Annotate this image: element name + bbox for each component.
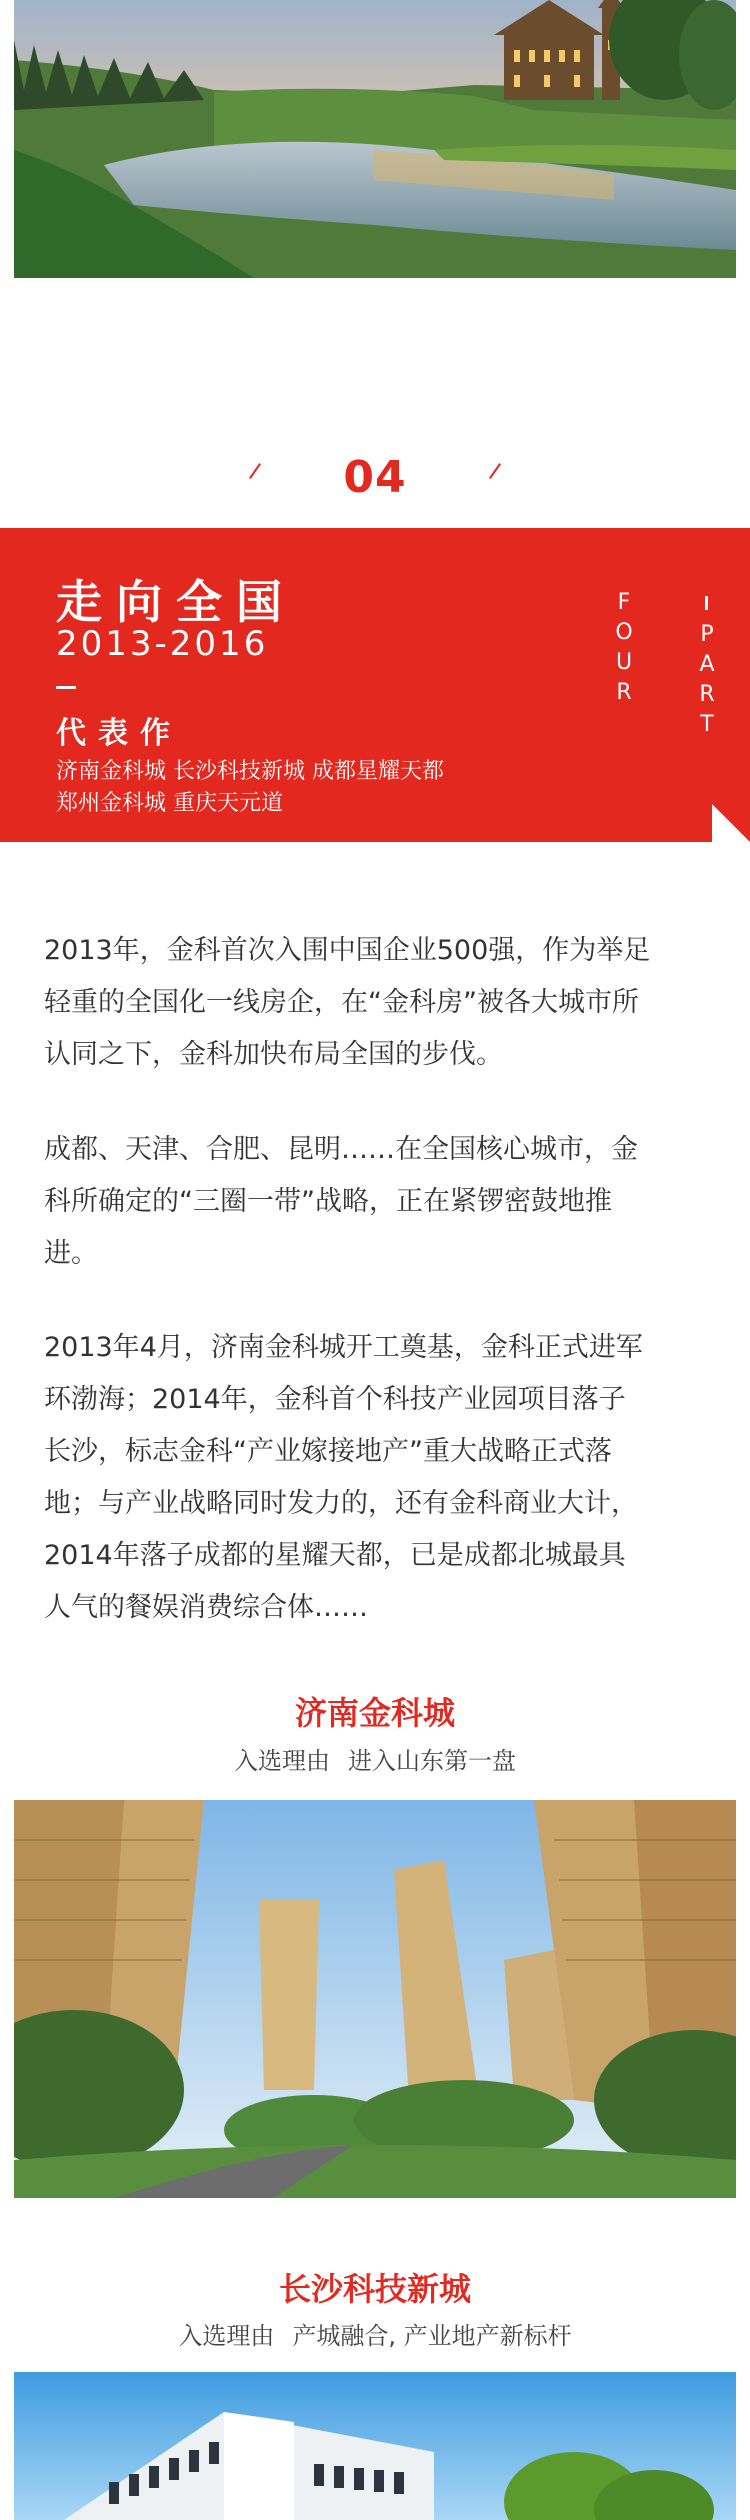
text-line: 认同之下，金科加快布局全国的步伐。 bbox=[44, 1039, 503, 1070]
paragraph-3 bbox=[44, 1322, 724, 1634]
text-line: 成都、天津、合肥、昆明……在全国核心城市，金 bbox=[44, 1134, 638, 1165]
banner-divider bbox=[56, 686, 76, 689]
text-line: 2014年落子成都的星耀天都，已是成都北城最具 bbox=[44, 1540, 626, 1571]
banner-title: 走向全国 bbox=[56, 575, 296, 629]
banner-rep-label: 代表作 bbox=[56, 716, 182, 751]
part-vertical-text bbox=[695, 620, 719, 740]
text-line: 地；与产业战略同时发力的，还有金科商业大计， bbox=[44, 1488, 638, 1519]
part-letter: R bbox=[699, 682, 715, 707]
banner-projects-line1: 济南金科城 长沙科技新城 成都星耀天都 bbox=[56, 759, 444, 784]
project-reason bbox=[0, 2316, 750, 2351]
project-reason bbox=[0, 1741, 750, 1776]
text-line: 人气的餐娱消费综合体…… bbox=[44, 1592, 368, 1623]
four-letter: U bbox=[615, 650, 633, 675]
text-line: 2013年，金科首次入围中国企业500强，作为举足 bbox=[44, 935, 651, 966]
castle-lake-photo bbox=[14, 0, 736, 278]
text-line: 环渤海；2014年，金科首个科技产业园项目落子 bbox=[44, 1384, 626, 1415]
page-fold-corner bbox=[712, 804, 750, 842]
part-tick bbox=[705, 596, 708, 610]
part-letter: P bbox=[700, 622, 714, 647]
reason-text: 进入山东第一盘 bbox=[348, 1747, 516, 1775]
part-letter: A bbox=[699, 652, 715, 677]
reason-label: 入选理由 bbox=[178, 2322, 275, 2350]
banner-years: 2013-2016 bbox=[56, 624, 269, 664]
reason-text: 产城融合, 产业地产新标杆 bbox=[292, 2322, 572, 2350]
text-line: 科所确定的“三圈一带”战略，正在紧锣密鼓地推 bbox=[44, 1186, 612, 1217]
banner-projects-line2: 郑州金科城 重庆天元道 bbox=[56, 791, 283, 816]
reason-label: 入选理由 bbox=[234, 1747, 330, 1775]
text-line: 轻重的全国化一线房企，在“金科房”被各大城市所 bbox=[44, 987, 639, 1018]
four-letter: F bbox=[617, 590, 631, 615]
section-number bbox=[0, 452, 750, 512]
text-line: 进。 bbox=[44, 1238, 98, 1269]
part-letter: T bbox=[700, 712, 714, 737]
text-line: 2013年4月，济南金科城开工奠基，金科正式进军 bbox=[44, 1332, 643, 1363]
section-number-text: 04 bbox=[343, 452, 407, 503]
four-letter: O bbox=[615, 620, 633, 645]
paragraph-2 bbox=[44, 1124, 724, 1280]
jinan-towers-photo bbox=[14, 1800, 736, 2198]
project-name: 长沙科技新城 bbox=[278, 2270, 471, 2308]
four-letter: R bbox=[616, 680, 632, 705]
text-line: 长沙，标志金科“产业嫁接地产”重大战略正式落 bbox=[44, 1436, 612, 1467]
four-vertical-text bbox=[612, 588, 636, 708]
changsha-building-photo bbox=[14, 2372, 736, 2520]
project-name: 济南金科城 bbox=[294, 1694, 455, 1732]
paragraph-1 bbox=[44, 925, 724, 1081]
part-banner bbox=[0, 528, 750, 842]
